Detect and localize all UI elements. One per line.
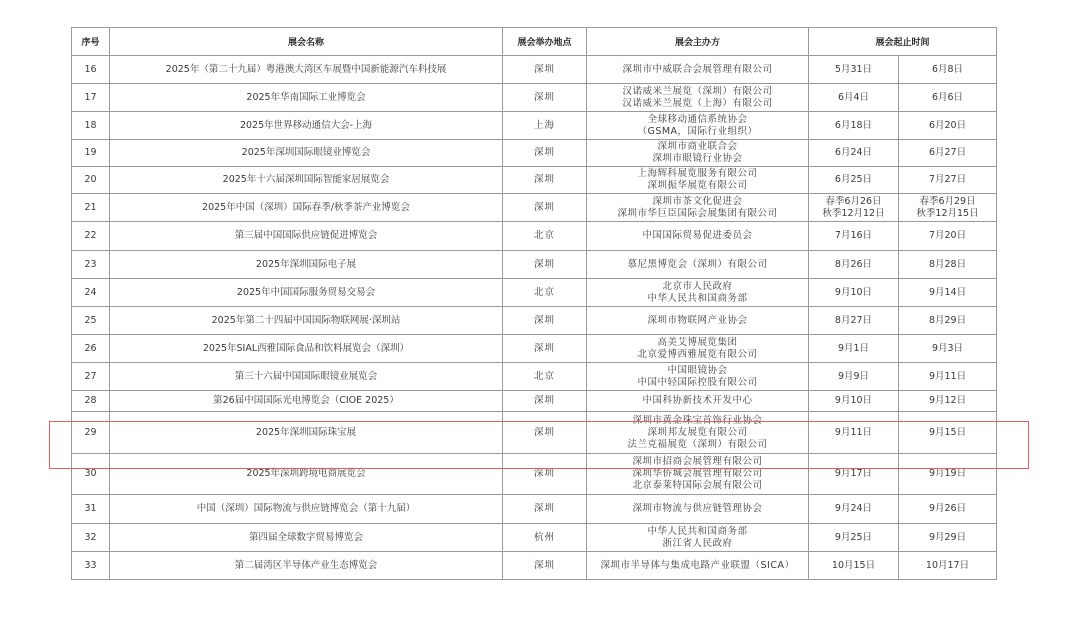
organizer-line: 深圳华侨城会展管理有限公司 [632, 468, 763, 479]
end-date-line: 6月8日 [931, 63, 964, 75]
organizer-line: 全球移动通信系统协会 [647, 113, 748, 125]
start-date-line: 6月18日 [834, 119, 873, 131]
table-row [72, 552, 997, 580]
row-index: 18 [72, 112, 110, 140]
end-date [899, 495, 997, 524]
organizer-line: 深圳市中威联合会展管理有限公司 [622, 63, 773, 75]
table-row [72, 251, 997, 279]
start-date [809, 279, 899, 307]
row-index: 24 [72, 279, 110, 307]
organizer-line: 深圳市物联网产业协会 [647, 314, 748, 326]
start-date-line: 9月24日 [834, 503, 873, 514]
table-row [72, 112, 997, 140]
organizer-line: 北京泰莱特国际会展有限公司 [632, 480, 763, 491]
exhibition-name: 2025年十六届深圳国际智能家居展览会 [110, 167, 503, 194]
exhibition-location: 北京 [503, 363, 587, 391]
row-index: 31 [72, 495, 110, 524]
table-row [72, 56, 997, 84]
exhibition-name: 2025年深圳国际电子展 [110, 251, 503, 279]
start-date [809, 307, 899, 335]
header-location: 展会举办地点 [503, 28, 587, 56]
start-date-line: 9月1日 [837, 342, 870, 354]
end-date [899, 251, 997, 279]
end-date [899, 222, 997, 251]
organizer-line: 深圳市茶文化促进会 [652, 195, 743, 207]
header-row [72, 28, 997, 56]
end-date-line: 9月12日 [928, 395, 967, 406]
table-row [72, 194, 997, 222]
end-date-line: 9月3日 [931, 342, 964, 354]
exhibition-location: 深圳 [503, 454, 587, 495]
organizer-line: （GSMA，国际行业组织） [637, 125, 758, 137]
organizer-line: 慕尼黑博览会（深圳）有限公司 [627, 258, 768, 270]
exhibition-location: 上海 [503, 112, 587, 140]
exhibition-organizer [587, 335, 809, 363]
start-date [809, 335, 899, 363]
exhibition-organizer [587, 112, 809, 140]
end-date-line: 8月29日 [928, 314, 967, 326]
exhibition-name: 第三届中国国际供应链促进博览会 [110, 222, 503, 251]
end-date-line: 9月29日 [928, 531, 967, 543]
table-row [72, 222, 997, 251]
exhibition-name: 2025年第二十四届中国国际物联网展·深圳站 [110, 307, 503, 335]
exhibition-organizer [587, 140, 809, 167]
start-date [809, 552, 899, 580]
start-date [809, 524, 899, 552]
exhibition-location: 杭州 [503, 524, 587, 552]
organizer-line: 深圳市黄金珠宝首饰行业协会 [632, 414, 763, 426]
organizer-line: 上海辉科展览服务有限公司 [637, 168, 758, 179]
organizer-line: 中国科协新技术开发中心 [642, 395, 753, 406]
start-date [809, 56, 899, 84]
start-date-line: 10月15日 [831, 559, 876, 571]
organizer-line: 深圳市眼镜行业协会 [652, 153, 743, 164]
row-index: 19 [72, 140, 110, 167]
table-row [72, 454, 997, 495]
start-date-line: 秋季12月12日 [822, 207, 885, 219]
exhibition-table [71, 27, 997, 580]
end-date [899, 194, 997, 222]
end-date-line: 春季6月29日 [919, 195, 976, 207]
end-date-line: 9月11日 [928, 370, 967, 382]
end-date-line: 9月15日 [928, 426, 967, 438]
exhibition-organizer [587, 279, 809, 307]
start-date-line: 9月10日 [834, 286, 873, 298]
table-row [72, 279, 997, 307]
organizer-line: 深圳市华巨臣国际会展集团有限公司 [617, 207, 778, 219]
exhibition-organizer [587, 363, 809, 391]
table-row [72, 524, 997, 552]
end-date-line: 9月14日 [928, 286, 967, 298]
organizer-line: 法兰克福展览（深圳）有限公司 [627, 438, 768, 450]
exhibition-name: 2025年华南国际工业博览会 [110, 84, 503, 112]
organizer-line: 高美艾博展览集团 [657, 336, 738, 348]
table-row [72, 495, 997, 524]
start-date [809, 194, 899, 222]
organizer-line: 汉诺威米兰展览（深圳）有限公司 [622, 85, 773, 97]
start-date-line: 9月10日 [834, 395, 873, 406]
organizer-line: 中华人民共和国商务部 [647, 525, 748, 537]
row-index: 16 [72, 56, 110, 84]
start-date [809, 495, 899, 524]
start-date [809, 251, 899, 279]
row-index: 20 [72, 167, 110, 194]
row-index: 29 [72, 412, 110, 454]
end-date-line: 6月27日 [928, 147, 967, 158]
exhibition-organizer [587, 167, 809, 194]
exhibition-location: 北京 [503, 279, 587, 307]
row-index: 25 [72, 307, 110, 335]
end-date-line: 9月26日 [928, 503, 967, 514]
row-index: 27 [72, 363, 110, 391]
organizer-line: 中国国际贸易促进委员会 [642, 230, 753, 241]
header-period: 展会起止时间 [809, 28, 997, 56]
start-date-line: 6月25日 [834, 174, 873, 185]
start-date-line: 7月16日 [834, 230, 873, 241]
end-date-line: 7月20日 [928, 230, 967, 241]
start-date [809, 222, 899, 251]
start-date-line: 6月24日 [834, 147, 873, 158]
exhibition-location: 深圳 [503, 56, 587, 84]
table-row [72, 412, 997, 454]
exhibition-location: 深圳 [503, 307, 587, 335]
header-organizer: 展会主办方 [587, 28, 809, 56]
table-row [72, 363, 997, 391]
end-date [899, 307, 997, 335]
organizer-line: 北京市人民政府 [662, 280, 733, 292]
exhibition-name: 第四届全球数字贸易博览会 [110, 524, 503, 552]
organizer-line: 深圳市半导体与集成电路产业联盟（SICA） [600, 559, 795, 571]
start-date [809, 112, 899, 140]
exhibition-name: 第26届中国国际光电博览会（CIOE 2025） [110, 391, 503, 412]
exhibition-name: 2025年SIAL西雅国际食品和饮料展览会（深圳） [110, 335, 503, 363]
row-index: 23 [72, 251, 110, 279]
table-row [72, 167, 997, 194]
end-date-line: 9月19日 [928, 468, 967, 479]
start-date-line: 9月9日 [837, 370, 870, 382]
start-date [809, 391, 899, 412]
exhibition-organizer [587, 84, 809, 112]
organizer-line: 中华人民共和国商务部 [647, 292, 748, 304]
row-index: 33 [72, 552, 110, 580]
exhibition-organizer [587, 194, 809, 222]
organizer-line: 中国中轻国际控股有限公司 [637, 376, 758, 388]
end-date [899, 335, 997, 363]
exhibition-name: 第二届湾区半导体产业生态博览会 [110, 552, 503, 580]
row-index: 21 [72, 194, 110, 222]
header-name: 展会名称 [110, 28, 503, 56]
table-row [72, 391, 997, 412]
end-date [899, 454, 997, 495]
end-date [899, 412, 997, 454]
end-date [899, 167, 997, 194]
end-date-line: 秋季12月15日 [916, 207, 979, 219]
end-date [899, 279, 997, 307]
exhibition-name: 中国（深圳）国际物流与供应链博览会（第十九届） [110, 495, 503, 524]
exhibition-name: 2025年深圳国际眼镜业博览会 [110, 140, 503, 167]
exhibition-name: 2025年深圳跨境电商展览会 [110, 454, 503, 495]
exhibition-name: 2025年（第二十九届）粤港澳大湾区车展暨中国新能源汽车科技展 [110, 56, 503, 84]
row-index: 30 [72, 454, 110, 495]
start-date-line: 8月26日 [834, 258, 873, 270]
end-date [899, 56, 997, 84]
start-date [809, 363, 899, 391]
exhibition-location: 深圳 [503, 552, 587, 580]
exhibition-organizer [587, 222, 809, 251]
organizer-line: 深圳市物流与供应链管理协会 [632, 503, 763, 514]
organizer-line: 浙江省人民政府 [662, 537, 733, 549]
exhibition-organizer [587, 552, 809, 580]
exhibition-name: 2025年中国（深圳）国际春季/秋季茶产业博览会 [110, 194, 503, 222]
exhibition-location: 深圳 [503, 391, 587, 412]
end-date-line: 6月20日 [928, 119, 967, 131]
start-date [809, 454, 899, 495]
start-date-line: 9月25日 [834, 531, 873, 543]
organizer-line: 汉诺威米兰展览（上海）有限公司 [622, 97, 773, 109]
start-date-line: 春季6月26日 [825, 195, 882, 207]
exhibition-location: 深圳 [503, 194, 587, 222]
table-row [72, 84, 997, 112]
exhibition-location: 北京 [503, 222, 587, 251]
exhibition-location: 深圳 [503, 335, 587, 363]
exhibition-location: 深圳 [503, 412, 587, 454]
exhibition-name: 2025年深圳国际珠宝展 [110, 412, 503, 454]
organizer-line: 深圳振华展览有限公司 [647, 180, 748, 191]
end-date [899, 524, 997, 552]
exhibition-name: 2025年世界移动通信大会-上海 [110, 112, 503, 140]
end-date [899, 391, 997, 412]
exhibition-location: 深圳 [503, 167, 587, 194]
exhibition-organizer [587, 251, 809, 279]
exhibition-location: 深圳 [503, 251, 587, 279]
start-date-line: 9月17日 [834, 468, 873, 479]
end-date [899, 112, 997, 140]
exhibition-organizer [587, 454, 809, 495]
table-row [72, 335, 997, 363]
organizer-line: 深圳市商业联合会 [657, 141, 738, 152]
row-index: 28 [72, 391, 110, 412]
start-date-line: 6月4日 [837, 91, 870, 103]
exhibition-organizer [587, 524, 809, 552]
end-date [899, 84, 997, 112]
organizer-line: 北京爱博西雅展览有限公司 [637, 348, 758, 360]
organizer-line: 深圳市招商会展管理有限公司 [632, 456, 763, 467]
table-row [72, 140, 997, 167]
exhibition-organizer [587, 412, 809, 454]
end-date-line: 10月17日 [925, 559, 970, 571]
organizer-line: 深圳邦友展览有限公司 [647, 426, 748, 438]
end-date-line: 7月27日 [928, 174, 967, 185]
row-index: 32 [72, 524, 110, 552]
exhibition-location: 深圳 [503, 140, 587, 167]
start-date [809, 412, 899, 454]
end-date-line: 6月6日 [931, 91, 964, 103]
row-index: 22 [72, 222, 110, 251]
exhibition-organizer [587, 391, 809, 412]
exhibition-name: 2025年中国国际服务贸易交易会 [110, 279, 503, 307]
start-date [809, 167, 899, 194]
start-date-line: 9月11日 [834, 426, 873, 438]
start-date [809, 140, 899, 167]
end-date [899, 140, 997, 167]
exhibition-organizer [587, 56, 809, 84]
exhibition-name: 第三十六届中国国际眼镜业展览会 [110, 363, 503, 391]
end-date-line: 8月28日 [928, 258, 967, 270]
row-index: 17 [72, 84, 110, 112]
start-date-line: 8月27日 [834, 314, 873, 326]
exhibition-location: 深圳 [503, 495, 587, 524]
start-date [809, 84, 899, 112]
exhibition-location: 深圳 [503, 84, 587, 112]
header-index: 序号 [72, 28, 110, 56]
row-index: 26 [72, 335, 110, 363]
exhibition-organizer [587, 495, 809, 524]
table-row [72, 307, 997, 335]
start-date-line: 5月31日 [834, 63, 873, 75]
end-date [899, 552, 997, 580]
end-date [899, 363, 997, 391]
exhibition-organizer [587, 307, 809, 335]
organizer-line: 中国眼镜协会 [667, 364, 728, 376]
